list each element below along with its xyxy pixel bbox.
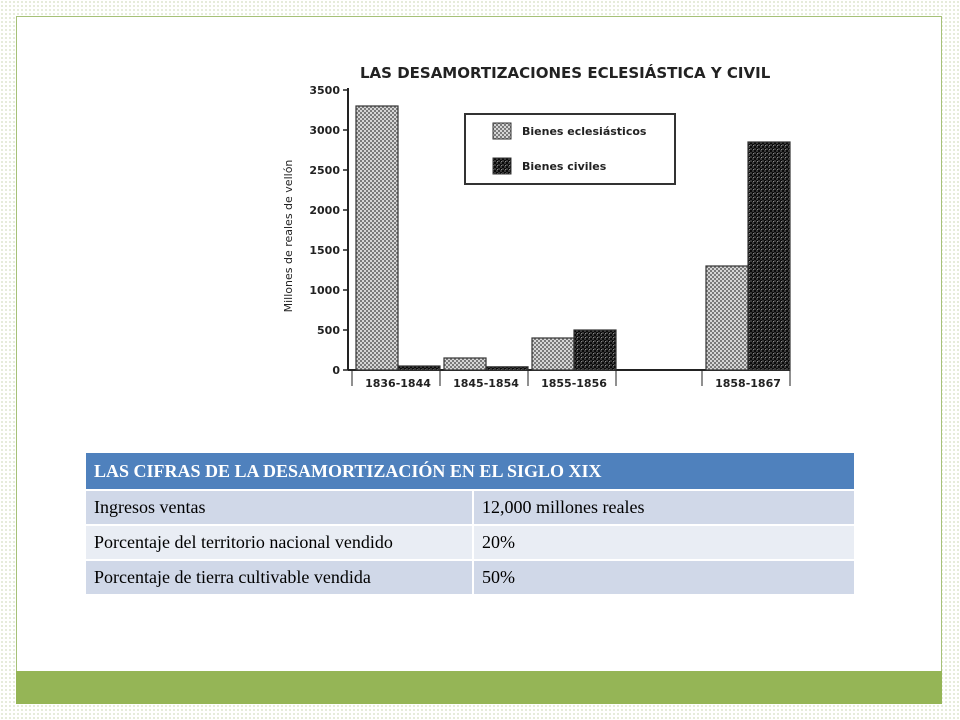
legend-label-eclesiasticos: Bienes eclesiásticos (522, 125, 647, 138)
table-cell-label: Porcentaje de tierra cultivable vendida (85, 560, 473, 595)
x-tick-label: 1858-1867 (715, 377, 781, 390)
y-tick-label: 3000 (309, 124, 340, 137)
legend-swatch-eclesiasticos (493, 123, 511, 139)
chart-panel (200, 36, 846, 422)
y-tick-label: 500 (317, 324, 340, 337)
bar-eclesiasticos (532, 338, 574, 370)
y-tick-label: 0 (332, 364, 340, 377)
y-tick-label: 1500 (309, 244, 340, 257)
summary-table (84, 451, 856, 596)
table-cell-label: Ingresos ventas (85, 490, 473, 525)
legend-swatch-civiles (493, 158, 511, 174)
chart-title: LAS DESAMORTIZACIONES ECLESIÁSTICA Y CIVIL (360, 64, 771, 82)
bar-eclesiasticos (706, 266, 748, 370)
y-tick-label: 1000 (309, 284, 340, 297)
table-cell-value: 20% (473, 525, 855, 560)
bar-civiles (748, 142, 790, 370)
y-axis-label: Millones de reales de vellón (282, 159, 295, 313)
bar-eclesiasticos (444, 358, 486, 370)
y-tick-label: 2000 (309, 204, 340, 217)
bar-eclesiasticos (356, 106, 398, 370)
table-cell-value: 12,000 millones reales (473, 490, 855, 525)
table-header: LAS CIFRAS DE LA DESAMORTIZACIÓN EN EL SIGLO XIX (85, 452, 855, 490)
x-tick-label: 1845-1854 (453, 377, 519, 390)
chart-legend (465, 114, 675, 184)
table-cell-value: 50% (473, 560, 855, 595)
bar-chart (200, 36, 846, 422)
bar-civiles (486, 367, 528, 370)
table-row (85, 490, 855, 525)
legend-label-civiles: Bienes civiles (522, 160, 607, 173)
y-tick-label: 3500 (309, 84, 340, 97)
bar-civiles (574, 330, 616, 370)
bottom-accent-bar (16, 671, 942, 704)
table-row (85, 560, 855, 595)
bar-civiles (398, 366, 440, 370)
table-row (85, 525, 855, 560)
x-tick-label: 1836-1844 (365, 377, 431, 390)
table-header-row (85, 452, 855, 490)
table-cell-label: Porcentaje del territorio nacional vendido (85, 525, 473, 560)
x-tick-label: 1855-1856 (541, 377, 607, 390)
y-tick-label: 2500 (309, 164, 340, 177)
